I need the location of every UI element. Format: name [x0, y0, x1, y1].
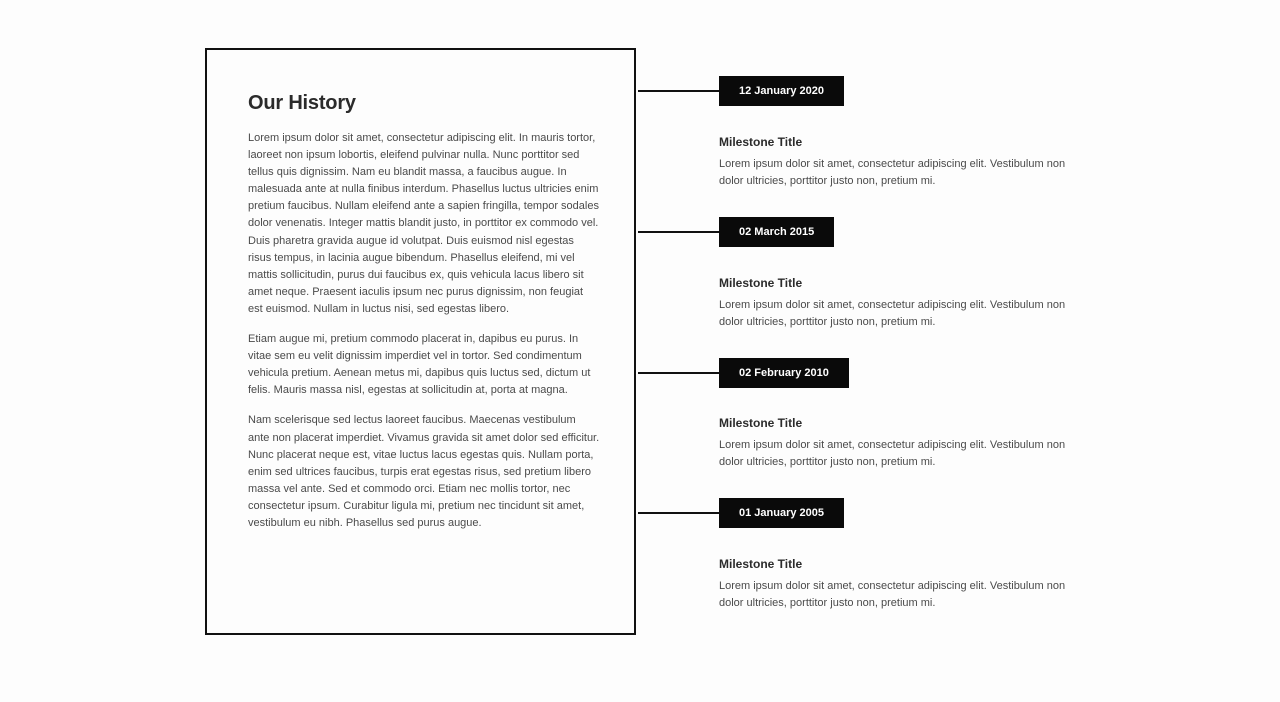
milestone-date-badge: 02 February 2010 — [719, 358, 849, 388]
milestone-title: Milestone Title — [719, 557, 803, 571]
milestone-date-badge: 01 January 2005 — [719, 498, 844, 528]
history-paragraph: Nam scelerisque sed lectus laoreet faucibus. Maecenas vestibulum ante non placerat imperdiet. Vivamus gravida sit amet dolor sed efficitur. Nunc placerat neque est, vitae luctus lacus egestas quis. Nullam porta, enim sed ultrices faucibus, turpis erat egestas risus, sed pretium libero massa vel ante. Sed et commodo orci. Etiam nec mollis tortor, nec consectetur ipsum. Curabitur ligula mi, pretium nec tincidunt sit amet, vestibulum eu nibh. Phasellus sed purus augue. — [248, 414, 600, 529]
timeline-connector — [638, 512, 720, 514]
milestone-title: Milestone Title — [719, 135, 803, 149]
timeline-connector — [638, 90, 720, 92]
milestone-description: Lorem ipsum dolor sit amet, consectetur adipiscing elit. Vestibulum non dolor ultricies, porttitor justo non, pretium mi. — [719, 299, 1066, 328]
milestone-date-badge: 12 January 2020 — [719, 76, 844, 106]
history-body — [248, 130, 600, 545]
milestone-date-badge: 02 March 2015 — [719, 217, 834, 247]
milestone-title: Milestone Title — [719, 416, 803, 430]
milestone-description: Lorem ipsum dolor sit amet, consectetur adipiscing elit. Vestibulum non dolor ultricies, porttitor justo non, pretium mi. — [719, 158, 1066, 187]
history-card — [205, 48, 636, 635]
history-title: Our History — [248, 92, 356, 114]
history-paragraph: Etiam augue mi, pretium commodo placerat in, dapibus eu purus. In vitae sem eu velit dignissim imperdiet vel in tortor. Sed condimentum vehicula pretium. Aenean metus mi, dapibus quis luctus sed, dictum ut felis. Mauris massa nisl, egestas at sollicitudin at, porta at magna. — [248, 333, 591, 397]
history-paragraph: Lorem ipsum dolor sit amet, consectetur adipiscing elit. In mauris tortor, laoreet non ipsum lobortis, eleifend pulvinar nulla. Nunc porttitor sed tellus quis dignissim. Nam eu blandit massa, a faucibus augue. In malesuada ante at nulla finibus interdum. Phasellus luctus ultricies enim pretium faucibus. Nullam eleifend ante a sapien fringilla, tempor sodales dolor venenatis. Integer mattis blandit justo, in porttitor ex commodo vel. Duis pharetra gravida augue id volutpat. Duis euismod nisl egestas risus tempus, in lacinia augue bibendum. Phasellus eleifend, mi vel mattis sollicitudin, purus dui faucibus ex, quis vehicula lacus libero sit amet neque. Praesent iaculis ipsum nec purus dignissim, non feugiat est euismod. Nullam in luctus nisi, sed egestas libero. — [248, 132, 599, 315]
milestone-title: Milestone Title — [719, 276, 803, 290]
milestone-description: Lorem ipsum dolor sit amet, consectetur adipiscing elit. Vestibulum non dolor ultricies, porttitor justo non, pretium mi. — [719, 439, 1066, 468]
timeline-connector — [638, 372, 720, 374]
timeline-connector — [638, 231, 720, 233]
milestone-description: Lorem ipsum dolor sit amet, consectetur adipiscing elit. Vestibulum non dolor ultricies, porttitor justo non, pretium mi. — [719, 580, 1066, 609]
